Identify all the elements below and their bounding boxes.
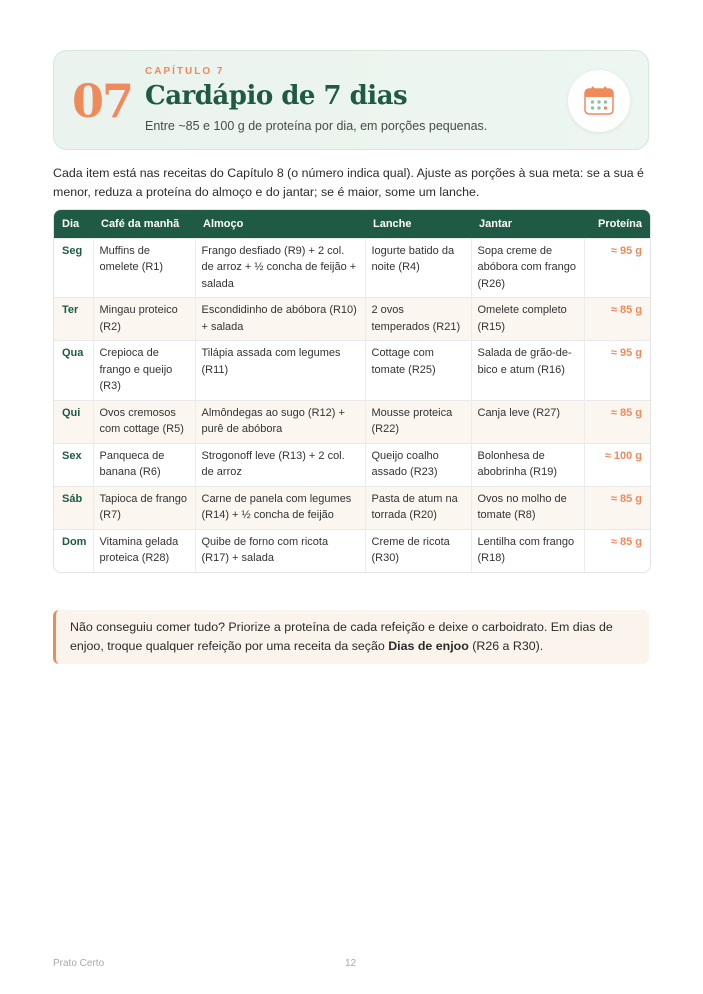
protein-cell: ≈ 85 g — [584, 298, 650, 341]
dinner-cell: Bolonhesa de abobrinha (R19) — [471, 443, 584, 486]
dinner-cell: Omelete completo (R15) — [471, 298, 584, 341]
menu-table — [54, 210, 650, 572]
page-title: Cardápio de 7 dias — [145, 81, 408, 111]
intro-paragraph: Cada item está nas receitas do Capítulo 8 (o número indica qual). Ajuste as porções à sua meta: se a sua é menor, reduza a proteína do almoço e do jantar; se é maior, some um lanche. — [53, 166, 644, 199]
dinner-cell: Salada de grão-de-bico e atum (R16) — [471, 341, 584, 401]
breakfast-cell: Vitamina gelada proteica (R28) — [93, 529, 195, 572]
tip-text: Não conseguiu comer tudo? Priorize a proteína de cada refeição e deixe o carboidrato. Em dias de enjoo, troque qualquer refeição por uma receita da seção — [70, 620, 613, 653]
lunch-cell: Escondidinho de abóbora (R10) + salada — [195, 298, 365, 341]
header-cafe: Café da manhã — [93, 210, 195, 238]
dinner-cell: Canja leve (R27) — [471, 400, 584, 443]
day-cell: Seg — [54, 238, 93, 298]
lunch-cell: Strogonoff leve (R13) + 2 col. de arroz — [195, 443, 365, 486]
breakfast-cell: Panqueca de banana (R6) — [93, 443, 195, 486]
day-cell: Qua — [54, 341, 93, 401]
dinner-cell: Lentilha com frango (R18) — [471, 529, 584, 572]
breakfast-cell: Muffins de omelete (R1) — [93, 238, 195, 298]
lunch-cell: Almôndegas ao sugo (R12) + purê de abóbora — [195, 400, 365, 443]
day-cell: Dom — [54, 529, 93, 572]
chapter-number: 07 — [72, 74, 133, 128]
lunch-cell: Carne de panela com legumes (R14) + ½ concha de feijão — [195, 486, 365, 529]
snack-cell: Queijo coalho assado (R23) — [365, 443, 471, 486]
day-cell: Ter — [54, 298, 93, 341]
lunch-cell: Tilápia assada com legumes (R11) — [195, 341, 365, 401]
protein-cell: ≈ 100 g — [584, 443, 650, 486]
breakfast-cell: Crepioca de frango e queijo (R3) — [93, 341, 195, 401]
header-lanche: Lanche — [365, 210, 471, 238]
table-row — [54, 443, 650, 486]
protein-cell: ≈ 85 g — [584, 400, 650, 443]
dinner-cell: Sopa creme de abóbora com frango (R26) — [471, 238, 584, 298]
day-cell: Sex — [54, 443, 93, 486]
page-subtitle: Entre ~85 e 100 g de proteína por dia, em porções pequenas. — [145, 119, 488, 133]
header-almoco: Almoço — [195, 210, 365, 238]
tip-callout — [53, 610, 649, 664]
dinner-cell: Ovos no molho de tomate (R8) — [471, 486, 584, 529]
table-header-row — [54, 210, 650, 238]
tip-bold-section-name: Dias de enjoo — [388, 639, 469, 653]
breakfast-cell: Mingau proteico (R2) — [93, 298, 195, 341]
protein-cell: ≈ 95 g — [584, 341, 650, 401]
lunch-cell: Quibe de forno com ricota (R17) + salada — [195, 529, 365, 572]
page-number: 12 — [345, 958, 357, 969]
footer-brand: Prato Certo — [53, 958, 105, 969]
header-jantar: Jantar — [471, 210, 584, 238]
snack-cell: Iogurte batido da noite (R4) — [365, 238, 471, 298]
snack-cell: Pasta de atum na torrada (R20) — [365, 486, 471, 529]
protein-cell: ≈ 85 g — [584, 486, 650, 529]
snack-cell: 2 ovos temperados (R21) — [365, 298, 471, 341]
chapter-header — [53, 50, 649, 150]
breakfast-cell: Tapioca de frango (R7) — [93, 486, 195, 529]
breakfast-cell: Ovos cremosos com cottage (R5) — [93, 400, 195, 443]
header-dia: Dia — [54, 210, 93, 238]
table-row — [54, 341, 650, 401]
header-proteina: Proteína — [584, 210, 650, 238]
calendar-badge — [568, 70, 630, 132]
table-row — [54, 238, 650, 298]
calendar-icon — [583, 85, 615, 117]
table-row — [54, 529, 650, 572]
table-row — [54, 298, 650, 341]
menu-table-wrapper — [53, 209, 651, 573]
lunch-cell: Frango desfiado (R9) + 2 col. de arroz + ½ concha de feijão + salada — [195, 238, 365, 298]
table-row — [54, 400, 650, 443]
day-cell: Qui — [54, 400, 93, 443]
table-row — [54, 486, 650, 529]
chapter-kicker: CAPÍTULO 7 — [145, 66, 225, 77]
snack-cell: Mousse proteica (R22) — [365, 400, 471, 443]
snack-cell: Creme de ricota (R30) — [365, 529, 471, 572]
protein-cell: ≈ 85 g — [584, 529, 650, 572]
tip-text-end: (R26 a R30). — [468, 639, 544, 653]
protein-cell: ≈ 95 g — [584, 238, 650, 298]
day-cell: Sáb — [54, 486, 93, 529]
snack-cell: Cottage com tomate (R25) — [365, 341, 471, 401]
